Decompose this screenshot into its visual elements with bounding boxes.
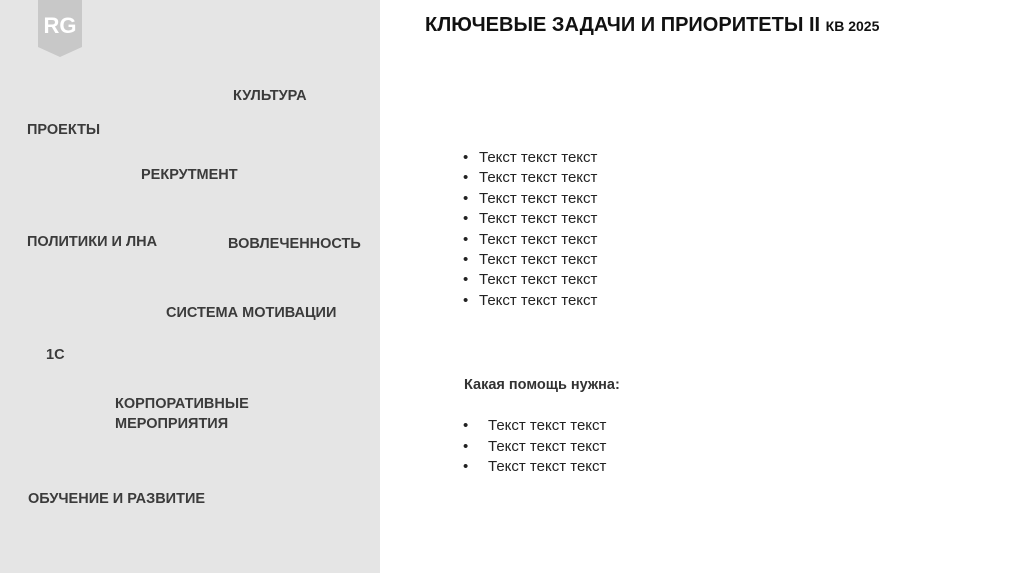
list-item	[463, 437, 606, 458]
task-list	[463, 148, 597, 311]
list-item	[463, 416, 606, 437]
tag-projects: ПРОЕКТЫ	[27, 122, 101, 138]
list-item	[463, 250, 597, 270]
list-item-text: Текст текст текст	[479, 210, 598, 228]
list-item-text: Текст текст текст	[479, 250, 598, 268]
help-heading: Какая помощь нужна:	[464, 377, 620, 393]
page-title-main: КЛЮЧЕВЫЕ ЗАДАЧИ И ПРИОРИТЕТЫ II	[425, 14, 821, 36]
bullet-icon: •	[463, 271, 469, 289]
list-item	[463, 270, 597, 290]
rg-logo-icon	[38, 0, 82, 57]
list-item-text: Текст текст текст	[488, 417, 607, 434]
bullet-icon: •	[463, 210, 469, 228]
bullet-icon: •	[463, 149, 469, 166]
list-item	[463, 168, 597, 188]
list-item-text: Текст текст текст	[479, 230, 598, 248]
tag-engagement: ВОВЛЕЧЕННОСТЬ	[228, 236, 361, 252]
bullet-icon: •	[463, 169, 469, 187]
svg-text:RG: RG	[43, 13, 77, 38]
list-item-text: Текст текст текст	[479, 271, 598, 289]
bullet-icon: •	[463, 189, 469, 207]
list-item-text: Текст текст текст	[479, 169, 598, 187]
page-title-quarter: КВ 2025	[825, 18, 880, 34]
list-item-text: Текст текст текст	[479, 149, 598, 166]
bullet-icon: •	[463, 437, 469, 455]
tag-motivation-system: СИСТЕМА МОТИВАЦИИ	[166, 305, 337, 321]
bullet-icon: •	[463, 417, 469, 434]
bullet-icon: •	[463, 291, 469, 309]
sidebar-panel	[0, 0, 380, 573]
bullet-icon: •	[463, 458, 469, 476]
tag-training-development: ОБУЧЕНИЕ И РАЗВИТИЕ	[28, 491, 206, 507]
bullet-icon: •	[463, 250, 469, 268]
list-item	[463, 148, 597, 168]
help-list	[463, 416, 606, 478]
list-item-text: Текст текст текст	[479, 189, 598, 207]
list-item-text: Текст текст текст	[488, 437, 607, 455]
tag-corporate-events: КОРПОРАТИВНЫЕ МЕРОПРИЯТИЯ	[115, 396, 249, 432]
tag-culture: КУЛЬТУРА	[233, 88, 307, 104]
tag-1c: 1С	[46, 347, 65, 363]
list-item-text: Текст текст текст	[488, 458, 607, 476]
page-title	[425, 14, 879, 37]
list-item	[463, 209, 597, 229]
bullet-icon: •	[463, 230, 469, 248]
tag-recruitment: РЕКРУТМЕНТ	[141, 167, 238, 183]
list-item	[463, 230, 597, 250]
list-item	[463, 189, 597, 209]
tag-policies: ПОЛИТИКИ И ЛНА	[27, 234, 158, 250]
list-item-text: Текст текст текст	[479, 291, 598, 309]
list-item	[463, 457, 606, 478]
list-item	[463, 291, 597, 311]
